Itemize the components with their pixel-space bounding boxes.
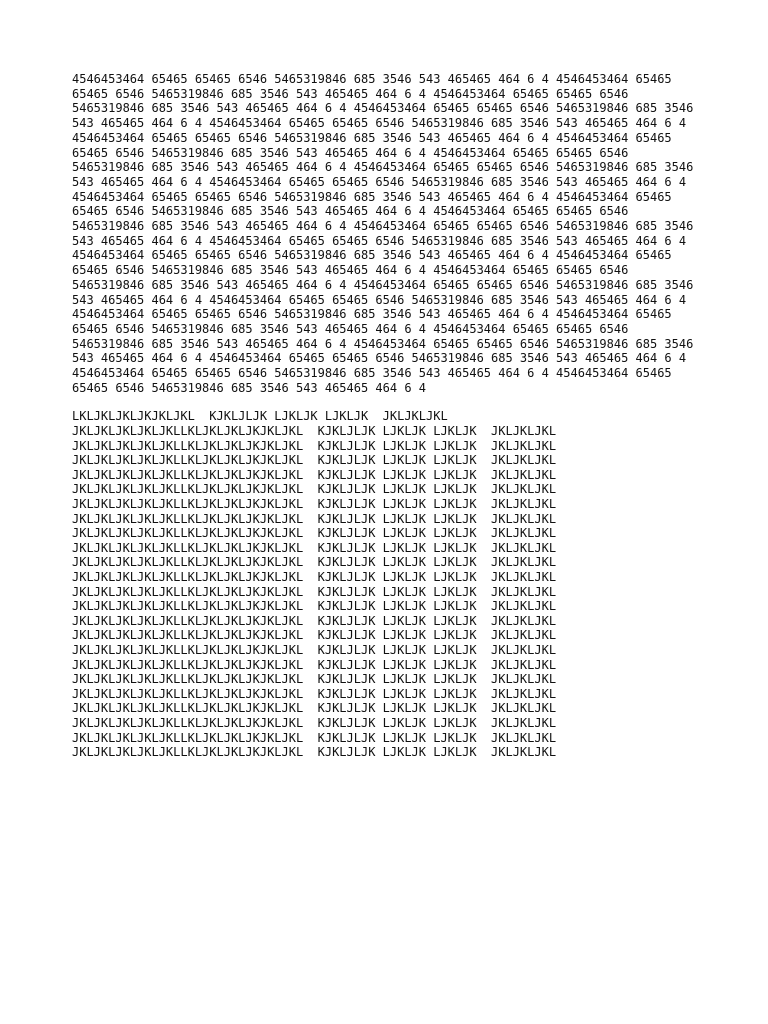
letter-row: JKLJKLJKLJKLJKLLKLJKLJKLJKJKLJKL KJKLJLJK LJKLJK LJKLJK JKLJKLJKL (72, 555, 557, 570)
letter-row: JKLJKLJKLJKLJKLLKLJKLJKLJKJKLJKL KJKLJLJK LJKLJK LJKLJK JKLJKLJKL (72, 628, 557, 643)
letter-row: LKLJKLJKLJKJKLJKL KJKLJLJK LJKLJK LJKLJK JKLJKLJKL (72, 409, 448, 424)
letter-row: JKLJKLJKLJKLJKLLKLJKLJKLJKJKLJKL KJKLJLJK LJKLJK LJKLJK JKLJKLJKL (72, 613, 557, 628)
letter-row: JKLJKLJKLJKLJKLLKLJKLJKLJKJKLJKL KJKLJLJK LJKLJK LJKLJK JKLJKLJKL (72, 570, 557, 584)
letter-row: JKLJKLJKLJKLJKLLKLJKLJKLJKJKLJKL KJKLJLJK LJKLJK LJKLJK JKLJKLJKL (72, 730, 557, 745)
letter-row: JKLJKLJKLJKLJKLLKLJKLJKLJKJKLJKL KJKLJLJK LJKLJK LJKLJK JKLJKLJKL (72, 467, 557, 482)
letter-row: JKLJKLJKLJKLJKLLKLJKLJKLJKJKLJKL KJKLJLJK LJKLJK LJKLJK JKLJKLJKL (72, 745, 557, 760)
letter-row: JKLJKLJKLJKLJKLLKLJKLJKLJKJKLJKL KJKLJLJK LJKLJK LJKLJK JKLJKLJKL (72, 526, 557, 541)
letter-row: JKLJKLJKLJKLJKLLKLJKLJKLJKJKLJKL KJKLJLJK LJKLJK LJKLJK JKLJKLJKL (72, 672, 557, 687)
letter-row: JKLJKLJKLJKLJKLLKLJKLJKLJKJKLJKL KJKLJLJK LJKLJK LJKLJK JKLJKLJKL (72, 686, 557, 701)
letter-row: JKLJKLJKLJKLJKLLKLJKLJKLJKJKLJKL KJKLJLJK LJKLJK LJKLJK JKLJKLJKL (72, 511, 557, 526)
document-page (72, 72, 702, 760)
letter-rows-block (72, 409, 702, 759)
letter-row: JKLJKLJKLJKLJKLLKLJKLJKLJKJKLJKL KJKLJLJK LJKLJK LJKLJK JKLJKLJKL (72, 657, 557, 672)
letter-row: JKLJKLJKLJKLJKLLKLJKLJKLJKJKLJKL KJKLJLJK LJKLJK LJKLJK JKLJKLJKL (72, 584, 557, 599)
letter-row: JKLJKLJKLJKLJKLLKLJKLJKLJKJKLJKL KJKLJLJK LJKLJK LJKLJK JKLJKLJKL (72, 438, 557, 453)
paragraph-gap (72, 395, 702, 409)
number-paragraph: 4546453464 65465 65465 6546 5465319846 685 3546 543 465465 464 6 4 4546453464 65465 65465 6546 5465319846 685 3546 543 465465 464 6 4 4546453464 65465 65465 6546 5465319846 685 3546 543 465465 464 6 4 4546453464 65465 65465 6546 5465319846 685 3546 543 465465 464 6 4 4546453464 65465 65465 6546 5465319846 685 3546 543 465465 464 6 4 4546453464 65465 65465 6546 5465319846 685 3546 543 465465 464 6 4 4546453464 65465 65465 6546 5465319846 685 3546 543 465465 464 6 4 4546453464 65465 65465 6546 5465319846 685 3546 543 465465 464 6 4 4546453464 65465 65465 6546 5465319846 685 3546 543 465465 464 6 4 4546453464 65465 65465 6546 5465319846 685 3546 543 465465 464 6 4 4546453464 65465 65465 6546 5465319846 685 3546 543 465465 464 6 4 4546453464 65465 65465 6546 5465319846 685 3546 543 465465 464 6 4 4546453464 65465 65465 6546 5465319846 685 3546 543 465465 464 6 4 4546453464 65465 65465 6546 5465319846 685 3546 543 465465 464 6 4 4546453464 65465 65465 6546 5465319846 685 3546 543 465465 464 6 4 4546453464 65465 65465 6546 5465319846 685 3546 543 465465 464 6 4 4546453464 65465 65465 6546 5465319846 685 3546 543 465465 464 6 4 4546453464 65465 65465 6546 5465319846 685 3546 543 465465 464 6 4 4546453464 65465 65465 6546 5465319846 685 3546 543 465465 464 6 4 4546453464 65465 65465 6546 5465319846 685 3546 543 465465 464 6 4 4546453464 65465 65465 6546 5465319846 685 3546 543 465465 464 6 4 4546453464 65465 65465 6546 5465319846 685 3546 543 465465 464 6 4 4546453464 65465 65465 6546 5465319846 685 3546 543 465465 464 6 4 4546453464 65465 65465 6546 5465319846 685 3546 543 465465 464 6 4 4546453464 65465 65465 6546 5465319846 685 3546 543 465465 464 6 4 4546453464 65465 65465 6546 5465319846 685 3546 543 465465 464 6 4 4546453464 65465 65465 6546 5465319846 685 3546 543 465465 464 6 4 (72, 72, 694, 395)
letter-row: JKLJKLJKLJKLJKLLKLJKLJKLJKJKLJKL KJKLJLJK LJKLJK LJKLJK JKLJKLJKL (72, 540, 557, 555)
letter-row: JKLJKLJKLJKLJKLLKLJKLJKLJKJKLJKL KJKLJLJK LJKLJK LJKLJK JKLJKLJKL (72, 715, 557, 730)
letter-row: JKLJKLJKLJKLJKLLKLJKLJKLJKJKLJKL KJKLJLJK LJKLJK LJKLJK JKLJKLJKL (72, 424, 557, 439)
letter-row: JKLJKLJKLJKLJKLLKLJKLJKLJKJKLJKL KJKLJLJK LJKLJK LJKLJK JKLJKLJKL (72, 701, 557, 716)
letter-row: JKLJKLJKLJKLJKLLKLJKLJKLJKJKLJKL KJKLJLJK LJKLJK LJKLJK JKLJKLJKL (72, 599, 557, 614)
letter-row: JKLJKLJKLJKLJKLLKLJKLJKLJKJKLJKL KJKLJLJK LJKLJK LJKLJK JKLJKLJKL (72, 497, 557, 512)
letter-row: JKLJKLJKLJKLJKLLKLJKLJKLJKJKLJKL KJKLJLJK LJKLJK LJKLJK JKLJKLJKL (72, 482, 557, 497)
letter-row: JKLJKLJKLJKLJKLLKLJKLJKLJKJKLJKL KJKLJLJK LJKLJK LJKLJK JKLJKLJKL (72, 453, 557, 468)
letter-row: JKLJKLJKLJKLJKLLKLJKLJKLJKJKLJKL KJKLJLJK LJKLJK LJKLJK JKLJKLJKL (72, 642, 557, 657)
